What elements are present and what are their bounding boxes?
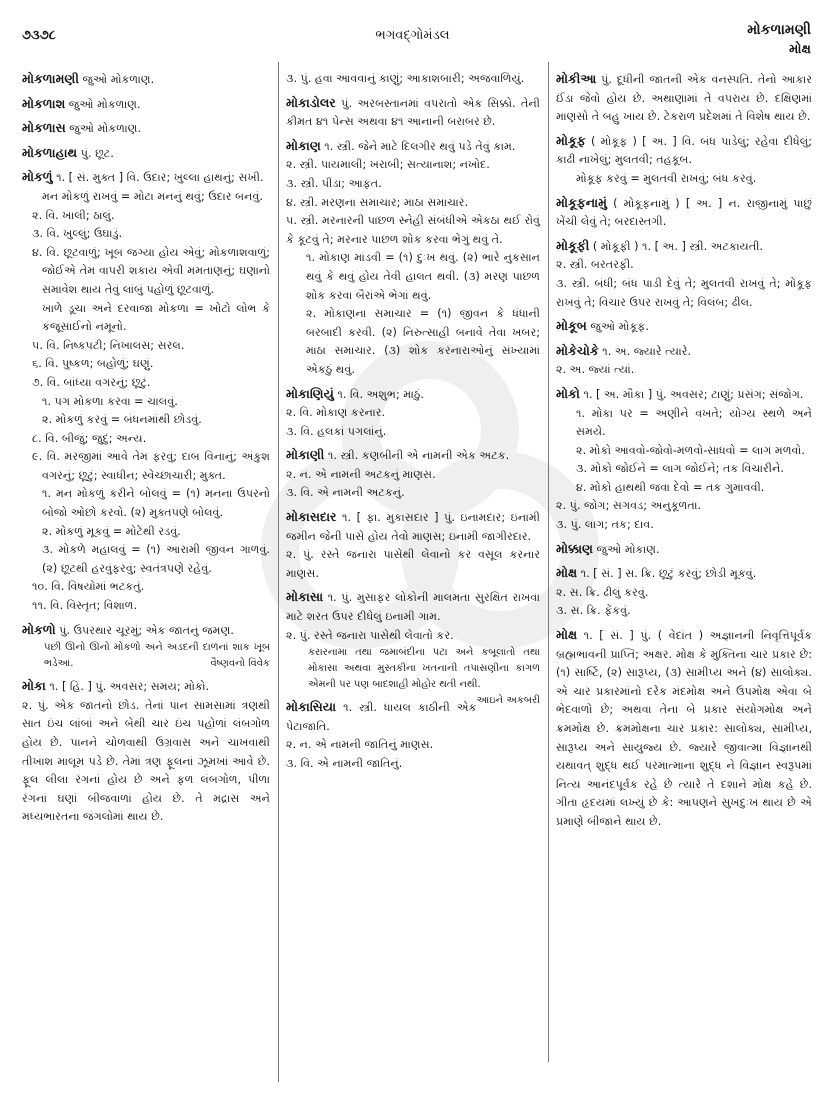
dictionary-entry	[556, 626, 812, 832]
idiom: ૧. મન મોકળું કરીને બોલવું = (૧) મનના ઉપરનો બોજો ઓછો કરવો. (૨) મુક્તપણે બોલવું.	[42, 487, 270, 520]
quote-citation: આઇને અકબરી	[476, 695, 540, 707]
idiom: ૨. મોકાણના સમાચાર = (૧) જીવન કે ધંધાની બરબાદી કરવી. (૨) નિરુત્સાહી બનાવે તેવા ખબર; માઠા સમાચાર. (૩) શોક કરનારાઓનું સંખ્યામાં એકઠું થવું.	[306, 307, 540, 376]
idiom: ૪. મોકો હાથથી જવા દેવો = તક ગુમાવવી.	[576, 480, 765, 494]
definition: ૧. સ્ત્રી. જેને માટે દિલગીર થવું પડે તેવું કામ.	[320, 139, 516, 153]
sense: ૫. સ્ત્રી. મરનારની પાછળ સ્નેહી સંબંધીએ એકઠા થઈ રોવું કે કૂટવું તે; મરનાર પાછળ શોક કરવા ભેગું થવું તે.	[286, 214, 540, 246]
usage-quote: કરારનામા તથા જમાબંદીના પટા અને કબૂલાતો તથા મોકાસા અથવા મુસ્તકીના ખતનાની તપાસણીના કાગળ એમની પર પણ બાદશાહી મોહોર થતી નથી. આઇને અકબરી	[286, 645, 540, 693]
dictionary-entry	[556, 317, 812, 337]
sense: ૩. પું. લાગ; તક; દાવ.	[556, 518, 654, 532]
column-3	[556, 70, 812, 837]
dictionary-entry	[22, 144, 270, 164]
headword: મોકળામણી	[22, 71, 79, 86]
dictionary-entry	[556, 70, 812, 127]
headword: મોકળો	[22, 621, 56, 637]
dictionary-entry	[556, 564, 812, 621]
sense: ૨. અ. જ્યાં ત્યાં.	[556, 363, 635, 377]
definition: ૧. પું. મુસાફર લોકોની માલમતા સુરક્ષિત રાખવા માટે શરત ઉપર દીધેલું ઇનામી ગામ.	[286, 591, 540, 624]
quote-citation: વૈષ્ણવનો વિવેક	[210, 658, 270, 670]
sense: ૨. સ્ત્રી. પાયમાલી; ખરાબી; સત્યાનાશ; નખોદ.	[286, 158, 490, 172]
definition: ( મોકૂફનામું ) [ અ. ] ન. રાજીનામું પાછું ખેંચી લેવું તે; બરદાસ્તગી.	[556, 196, 812, 229]
sense: ૩. સ્ત્રી. પીડા; આફત.	[286, 176, 382, 190]
sense: ૨. સ્ત્રી. બરતરફી.	[556, 258, 634, 272]
definition: ૧. [ અ. મૌકા ] પું. અવસર; ટાણું; પ્રસંગ; સંજોગ.	[579, 387, 804, 401]
headword: મોકૂફ	[556, 132, 586, 148]
dictionary-entry	[556, 194, 812, 232]
sense: ૩. સ્ત્રી. બંધી; બંધ પાડી દેવું તે; મુલતવી રાખવું તે; મોકૂફ રાખવું તે; વિચાર ઉપર રાખવું તે; વિલંબ; ઢીલ.	[556, 276, 812, 309]
headword: મોકાડોલર	[286, 94, 336, 110]
sense: ૨. ન. એ નામની અટકનું માણસ.	[286, 467, 436, 481]
definition: ૧. સ્ત્રી. ધાયલ કાઠીની એક પેટાજાતિ.	[286, 701, 477, 733]
headword: મોકાસદાર	[286, 509, 337, 525]
headword: મોક્કાણ	[556, 540, 593, 556]
guide-word-first: મોકળામણી	[747, 22, 811, 38]
definition: જુઓ મોકૂફ.	[586, 320, 649, 334]
definition: પું. ઉપરથાર ચૂરમું; એક જાતનું જમણ.	[55, 623, 234, 637]
dictionary-entry	[286, 446, 540, 503]
idiom: ૧. મોકાણ માંડવી = (૧) દુઃખ થવું. (૨) ભારે નુકસાન થવું કે થવું હોય તેવી હાલત થવી. (૩) મરણ પાછળ શોક કરવા બૈરાંએ ભેગાં થવું.	[306, 251, 540, 302]
sense: ૫. વિ. નિષ્કપટી; નિખાલસ; સરલ.	[32, 338, 185, 352]
sense: ૧૦. વિ. વિષયોમાં ભટકતું.	[32, 580, 145, 594]
definition: જુઓ મોકાણ.	[592, 542, 660, 556]
sense: ૪. સ્ત્રી. મરણના સમાચાર; માઠા સમાચાર.	[286, 195, 469, 209]
headword: મોક્ષ	[556, 565, 578, 581]
definition: પું. છૂટ.	[77, 146, 114, 160]
sense: ૬. વિ. પુષ્કળ; બહોળું; ઘણું.	[32, 357, 154, 371]
sense: ૨. વિ. મોકાણ કરનાર.	[286, 406, 386, 420]
sense: ૪. વિ. છૂટવાળું; ખૂબ જગ્યા હોય એવું; મોકળાશવાળું; જોઈએ તેમ વાપરી શકાય એવી મમતાણનું; ઘણાનો સમાવેશ થાય તેવું લાંબું પહોળું છૂટવાળું.	[32, 245, 270, 296]
sense: ૨. વિ. ખાલી; ઠાલું.	[32, 208, 115, 222]
headword: મોકળાશ	[22, 95, 66, 111]
dictionary-entry	[556, 385, 812, 535]
headword: મોકૂફી	[556, 237, 590, 253]
definition: ૧. અ. જ્યારે ત્યારે.	[598, 344, 692, 358]
guide-word-last: મોક્ષ	[789, 42, 811, 57]
dictionary-entry	[286, 94, 540, 132]
dictionary-entry	[286, 70, 540, 89]
idiom: ૨. મોકળું કરવું = બંધનમાંથી છોડવું.	[42, 413, 202, 427]
dictionary-entry	[22, 119, 270, 139]
headword: મોકો	[556, 385, 580, 401]
headword: મોકૂબ	[556, 318, 587, 334]
idiom: મન મોકળું રાખવું = મોટા મનનું થવું; ઉદાર બનવું.	[42, 189, 263, 203]
definition: જુઓ મોકળાણ.	[65, 122, 142, 136]
sense: ૨. પું. રસ્તે જનારા પાસેથી લેવાનો કર વસૂલ કરનાર માણસ.	[286, 548, 540, 580]
definition: જુઓ મોકળાણ.	[78, 73, 155, 86]
book-title: ભગવદ્ગોમંડલ	[375, 28, 450, 43]
definition: ૧. [ સં. મુક્ત ] વિ. ઉદાર; ખુલ્લા હાથનું; સખી.	[52, 171, 264, 185]
dictionary-entry	[22, 621, 270, 673]
definition: જુઓ મોકળાણ.	[65, 97, 141, 111]
headword: મોકળું	[22, 169, 53, 185]
idiom: મોકૂફ કરવું = મુલતવી રાખવું; બંધ કરવું.	[576, 171, 757, 185]
column-1	[22, 70, 270, 832]
headword: મોક્ષ	[556, 627, 578, 643]
sense: ૨. પું. જોગ; સગવડ; અનુકૂળતા.	[556, 499, 702, 513]
headword: મોકેચોકે	[556, 342, 599, 358]
definition: ૧. [ ફા. મુકાસદાર ] પું. ઇનામદાર; ઇનામી જમીન જેની પાસે હોય તેવો માણસ; ઇનામી જાગીરદાર.	[286, 511, 540, 543]
dictionary-entry	[286, 698, 540, 773]
sense: ૨. પું. રસ્તે જનારા પાસેથી લેવાતો કર.	[286, 628, 454, 642]
page-number: ૭૩૭૮	[22, 28, 56, 43]
idiom: ૩. મોકો જોઈને = લાગ જોઈને; તક વિચારીને.	[576, 462, 784, 476]
definition: ૧. [ સં. ] સ. ક્રિ. છૂટું કરવું; છોડી મૂકવું.	[577, 567, 757, 581]
dictionary-entry	[556, 132, 812, 189]
headword: મોકૂફનામું	[556, 194, 607, 210]
sense: ૩. વિ. હલકાં પગલાંનું.	[286, 424, 387, 438]
idiom: ૨. મોકો આવવો-જોવો-મળવો-સાધવો = લાગ મળવો.	[576, 443, 805, 457]
headword: મોકીઆ	[556, 71, 597, 86]
sense: ૨. ન. એ નામની જાતિનું માણસ.	[286, 738, 434, 752]
sense: ૩. વિ. એ નામની જાતિનું.	[286, 757, 403, 770]
idiom: ૧. પગ મોકળા કરવા = ચાલવું.	[42, 394, 178, 408]
sense: ૭. વિ. બાંધ્યા વગરનું; છૂટું.	[32, 375, 151, 389]
definition: ૧. [ હિં. ] પું. અવસર; સમય; મોકો.	[45, 680, 210, 694]
idiom: ૧. મોકા પર = અણીને વખતે; યોગ્ય સ્થળે અને સમયે.	[576, 406, 812, 439]
dictionary-entry	[22, 70, 270, 90]
dictionary-entry	[22, 168, 270, 615]
column-divider	[278, 62, 279, 1082]
sense: ૨. પું. એક જાતનો છોડ. તેનાં પાન સામસામાં ત્રણથી સાત ઇંચ લાંબાં અને બેથી ચાર ઇંચ પહોળાં લંબગોળ હોય છે. પાનને ચોળવાથી ઉગ્રવાસ અને ચાખવાથી તીખાશ માલૂમ પડે છે. તેમાં ત્રણ ફૂલનાં ઝૂમખાં આવે છે. ફૂલ લીલા રંગનાં હોય છે અને ફળ લંબગોળ, પીળા રંગનાં ઘણાં બીજવાળાં હોય છે. તે મદ્રાસ અને મધ્યભારતના જંગલોમાં થાય છે.	[22, 698, 270, 824]
headword: મોકાણ	[286, 137, 321, 153]
dictionary-entry	[556, 540, 812, 560]
headword: મોકાસા	[286, 589, 324, 605]
definition: ૧. સ્ત્રી. કણબીની એ નામની એક અટક.	[324, 449, 510, 463]
definition: પું. દૂધીની જાતની એક વનસ્પતિ. તેનો આકાર ઈંડા જેવો હોય છે. અથાણામાં તે વપરાય છે. દક્ષિણમાં માણસો તે બહુ ખાય છે. ટેકરાળ પ્રદેશમાં તે વિશેષ થાય છે.	[556, 73, 812, 124]
definition: ૧. વિ. અશુભ; માઠું.	[333, 387, 424, 401]
headword: મોકળાસ	[22, 120, 66, 136]
dictionary-entry	[22, 677, 270, 827]
definition: પું. અરબસ્તાનમાં વપરાતો એક સિક્કો. તેની કીમત ૪૧ પેન્સ અથવા ૪૧ આનાની બરાબર છે.	[286, 96, 540, 129]
usage-quote: પછી ઊનો ઊનો મોકળો અને અડદની દાળનાં શાક ખૂબ ભડેઆં. વૈષ્ણવનો વિવેક	[22, 640, 270, 672]
definition: ૩. પું. હવા આવવાનું કાણું; આકાશબારી; અજવાળિયું.	[286, 72, 525, 85]
sense: ૨. સ. ક્રિ. ઢીલું કરવું.	[556, 585, 649, 599]
page-header	[0, 18, 825, 57]
dictionary-entry	[286, 508, 540, 583]
sense: ૩. વિ. એ નામની અટકનું.	[286, 486, 405, 500]
idiom: ૨. મોકળું મૂકવું = મોટેથી રડવું.	[42, 524, 181, 538]
column-divider	[548, 62, 549, 1062]
column-2	[286, 70, 540, 779]
definition: ( મોકૂફ ) [ અ. ] વિ. બંધ પાડેલું; રહેવા દીધેલું; કાઢી નાખેલું; મુલતવી; તહકૂબ.	[556, 134, 812, 167]
sense: ૯. વિ. મરજીમાં આવે તેમ ફરવું; દાબ વિનાનું; અંકુશ વગરનું; છૂટું; સ્વાધીન; સ્વેચ્છાચારી; મુક્ત.	[32, 450, 270, 482]
dictionary-entry	[556, 237, 812, 312]
headword: મોકળાહાથ	[22, 144, 78, 160]
dictionary-entry	[556, 342, 812, 380]
definition: ( મોકૂફી ) ૧. [ અ. ] સ્ત્રી. અટકાયતી.	[589, 239, 763, 253]
sense: ૮. વિ. બીજું; જુદું; અન્ય.	[32, 431, 147, 445]
headword: મોકાસિયા	[286, 699, 337, 715]
headword: મોકાણી	[286, 447, 325, 463]
sense: ૧૧. વિ. વિસ્તૃત; વિશાળ.	[32, 599, 138, 613]
sense: ૩. સ. ક્રિ. ફેંકવું.	[556, 604, 631, 618]
definition: ૧. [ સં. ] પું. ( વેદાંત ) અજ્ઞાનની નિવૃત્તિપૂર્વક બ્રહ્મભાવની પ્રાપ્તિ; અક્ષર. મોક્ષ કે મુક્તિના ચાર પ્રકાર છે: (૧) સાર્ષ્ટિ, (૨) સારૂપ્ય, (૩) સામીપ્ય અને (૪) સાલોક્ય. એ ચાર પ્રકારમાંનો દરેક મંદમોક્ષ અને ઉપમોક્ષ એવા બે ભેદવાળો છે; અથવા તેના બે પ્રકાર સંયોગમોક્ષ અને ક્રમમોક્ષ છે. ક્રમમોક્ષના ચાર પ્રકાર: સાલોક્ય, સામીપ્ય, સારૂપ્ય અને સાયુજ્ય છે. જ્યારે જીવાત્મા વિજ્ઞાનથી યથાવત્ શુદ્ધ થઈ પરમાત્માના શુદ્ધ ને વિજ્ઞાન સ્વરૂપમાં નિત્ય આનંદપૂર્વક રહે છે ત્યારે તે દશાને મોક્ષ કહે છે. ગીતા હૃદયમાં લખ્યું છે કે: આપણને સુખદુઃખ થાય છે એ પ્રમાણે બીજાને થાય છે.	[556, 629, 812, 828]
headword: મોકા	[22, 678, 46, 694]
dictionary-entry	[286, 385, 540, 442]
dictionary-entry	[286, 137, 540, 380]
headword: મોકાણિયું	[286, 385, 334, 401]
dictionary-entry	[22, 95, 270, 115]
idiom: ૩. મોકળે મહાલવું = (૧) આરામી જીવન ગાળવું. (૨) છૂટથી હરવુંફરવું; સ્વતંત્રપણે રહેવું.	[42, 543, 270, 575]
idiom: ખાળે ડૂચા અને દરવાજા મોકળા = ખોટો લોભ કે કંજૂસાઈનો નમૂનો.	[42, 301, 270, 334]
sense: ૩. વિ. ખુલ્લું; ઉઘાડું.	[32, 227, 123, 241]
